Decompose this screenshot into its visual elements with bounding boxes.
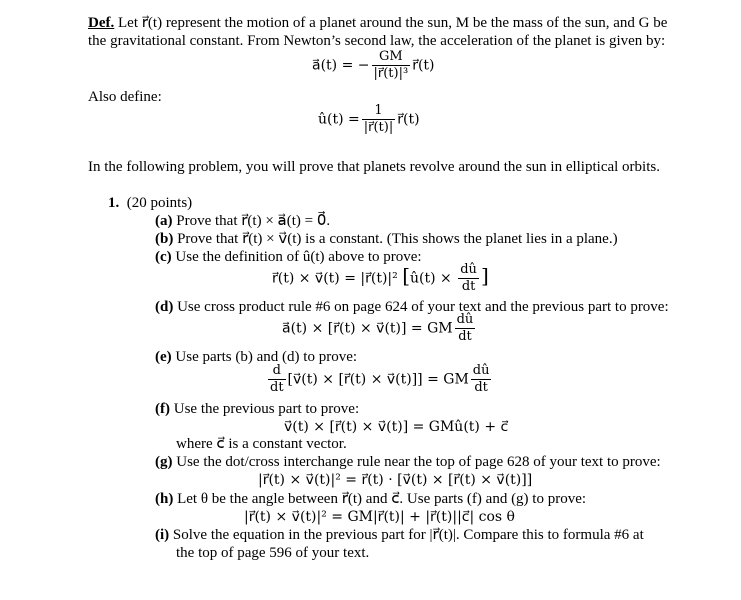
- part-a: (a) Prove that r⃗(t) × a⃗(t) = 0⃗.: [155, 213, 331, 229]
- acceleration-equation: a⃗(t) = − $\frac{GM}{\text{|r⃗(t)|³}}$ r⃗(t): [312, 49, 435, 81]
- intro-text: In the following problem, you will prove that planets revolve around the sun in elliptical orbits.: [88, 159, 660, 175]
- part-c: (c) Use the definition of û(t) above to prove:: [155, 249, 422, 265]
- part-c-fraction: $\frac{dû}{dt}$: [460, 262, 477, 294]
- part-h-equation: |r⃗(t) × v⃗(t)|² = GM|r⃗(t)| + |r⃗(t)||c⃗| cos θ: [244, 509, 515, 525]
- part-g-equation: |r⃗(t) × v⃗(t)|² = r⃗(t) · [v⃗(t) × [r⃗(t) × v⃗(t)]]: [258, 472, 533, 488]
- part-i-line-1: (i) Solve the equation in the previous part for |r⃗(t)|. Compare this to formula #6 at: [155, 527, 644, 543]
- definition-line-1: [88, 14, 667, 32]
- unit-vector-fraction: $\frac{1}{|r⃗(t)|}$: [363, 103, 394, 135]
- def-label: Def.: [88, 15, 115, 31]
- acceleration-fraction: $\frac{GM}{\text{|r⃗(t)|³}}$: [373, 49, 409, 81]
- part-h: (h) Let θ be the angle between r⃗(t) and c⃗. Use parts (f) and (g) to prove:: [155, 491, 587, 507]
- def-text-1: Let r⃗(t) represent the motion of a planet around the sun, M be the mass of the sun, and G be: [114, 15, 668, 31]
- definition-line-2: the gravitational constant. From Newton’s second law, the acceleration of the planet is given by:: [88, 33, 666, 49]
- part-e-equation: $\frac{d}{dt}$ [v⃗(t) × [r⃗(t) × v⃗(t)]] = GM $\frac{dû}{dt}$: [270, 363, 490, 395]
- part-d-fraction: $\frac{dû}{dt}$: [456, 312, 474, 344]
- also-define-label: Also define:: [88, 89, 162, 105]
- part-d-equation: a⃗(t) × [r⃗(t) × v⃗(t)] = GM $\frac{dû}{dt}$: [282, 312, 474, 344]
- part-g: (g) Use the dot/cross interchange rule near the top of page 628 of your text to prove:: [155, 454, 661, 470]
- problem-number: 1.: [108, 195, 120, 211]
- part-e: (e) Use parts (b) and (d) to prove:: [155, 349, 358, 365]
- part-c-equation: r⃗(t) × v⃗(t) = |r⃗(t)|² [û(t) × $\frac{dû}{dt}$ ]: [272, 262, 489, 294]
- part-e-fraction: $\frac{dû}{dt}$: [472, 363, 490, 395]
- part-f-where: where c⃗ is a constant vector.: [176, 436, 347, 452]
- problem-header: [108, 194, 192, 212]
- part-d: (d) Use cross product rule #6 on page 624 of your text and the previous part to prove:: [155, 299, 669, 315]
- problem-points: (20 points): [126, 195, 193, 211]
- part-e-derivative-fraction: $\frac{d}{dt}$: [270, 363, 284, 395]
- part-f-equation: v⃗(t) × [r⃗(t) × v⃗(t)] = GMû(t) + c⃗: [284, 419, 509, 435]
- part-f: (f) Use the previous part to prove:: [155, 401, 360, 417]
- unit-vector-equation: û(t) = $\frac{1}{|r⃗(t)|}$ r⃗(t): [318, 103, 420, 135]
- part-i-line-2: the top of page 596 of your text.: [176, 545, 370, 561]
- part-b: (b) Prove that r⃗(t) × v⃗(t) is a constant. (This shows the planet lies in a plane.): [155, 231, 618, 247]
